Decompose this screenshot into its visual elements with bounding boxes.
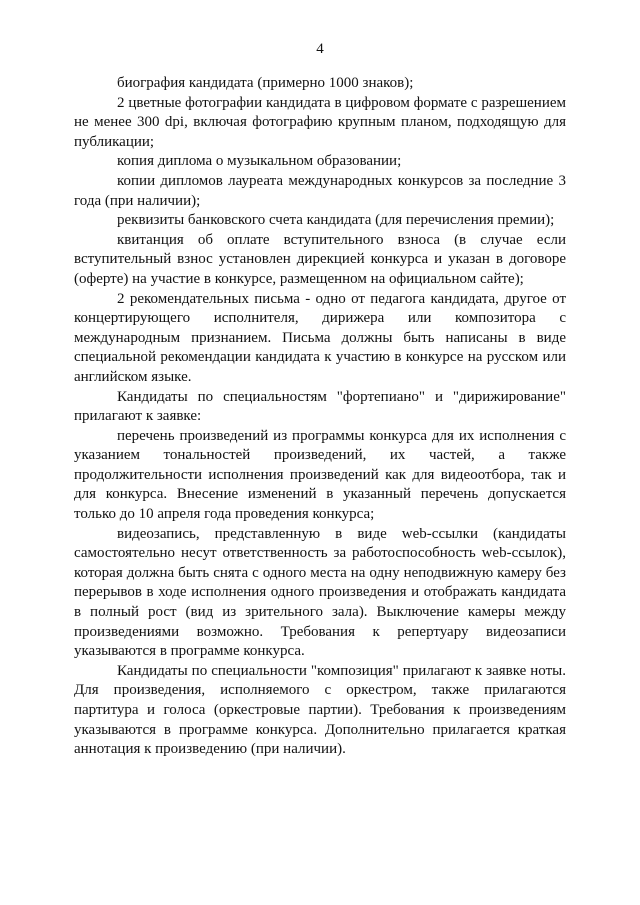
page-number: 4 — [316, 41, 324, 57]
paragraph-recommendation-letters: 2 рекомендательных письма - одно от педагога кандидата, другое от концертирующего исполнителя, дирижера или композитора с международным признанием. Письма должны быть написаны в виде специальной рекомендации кандидата к участию в конкурсе на русском или английском языке. — [74, 290, 566, 385]
paragraph-video-recording: видеозапись, представленную в виде web-ссылки (кандидаты самостоятельно несут ответственность за работоспособность web-ссылок), которая должна быть снята с одного места на одну неподвижную камеру без перерывов в ходе исполнения одного произведения и отображать кандидата в полный рост (вид из зрительного зала). Выключение камеры между произведениями возможно. Требования к репертуару видеозаписи указываются в программе конкурса. — [74, 525, 566, 660]
paragraph-bank-details: реквизиты банковского счета кандидата (для перечисления премии); — [117, 212, 555, 229]
paragraph-piano-conducting-intro: Кандидаты по специальностям "фортепиано" и "дирижирование" прилагают к заявке: — [74, 388, 566, 425]
paragraph-candidate-biography: биография кандидата (примерно 1000 знаков); — [117, 75, 414, 91]
document-body — [74, 74, 566, 760]
paragraph-laureate-diplomas: копии дипломов лауреата международных конкурсов за последние 3 года (при наличии); — [74, 172, 566, 209]
paragraph-color-photos: 2 цветные фотографии кандидата в цифровом формате с разрешением не менее 300 dpi, включая фотографию крупным планом, подходящую для публикации; — [74, 94, 566, 150]
paragraph-music-diploma: копия диплома о музыкальном образовании; — [117, 153, 402, 170]
paragraph-composition-requirements: Кандидаты по специальности "композиция" прилагают к заявке ноты. Для произведения, исполняемого с оркестром, также прилагаются партитура и голоса (оркестровые партии). Требования к произведениям указываются в программе конкурса. Дополнительно прилагается краткая аннотация к произведению (при наличии). — [74, 662, 566, 758]
paragraph-repertoire-list: перечень произведений из программы конкурса для их исполнения с указанием тональностей произведений, их частей, а также продолжительности исполнения произведений как для видеоотбора, так и для конкурса. Внесение изменений в указанный перечень допускается только до 10 апреля года проведения конкурса; — [74, 427, 566, 523]
paragraph-fee-receipt: квитанция об оплате вступительного взноса (в случае если вступительный взнос установлен дирекцией конкурса и указан в договоре (оферте) на участие в конкурсе, размещенном на официальном сайте); — [74, 231, 566, 287]
